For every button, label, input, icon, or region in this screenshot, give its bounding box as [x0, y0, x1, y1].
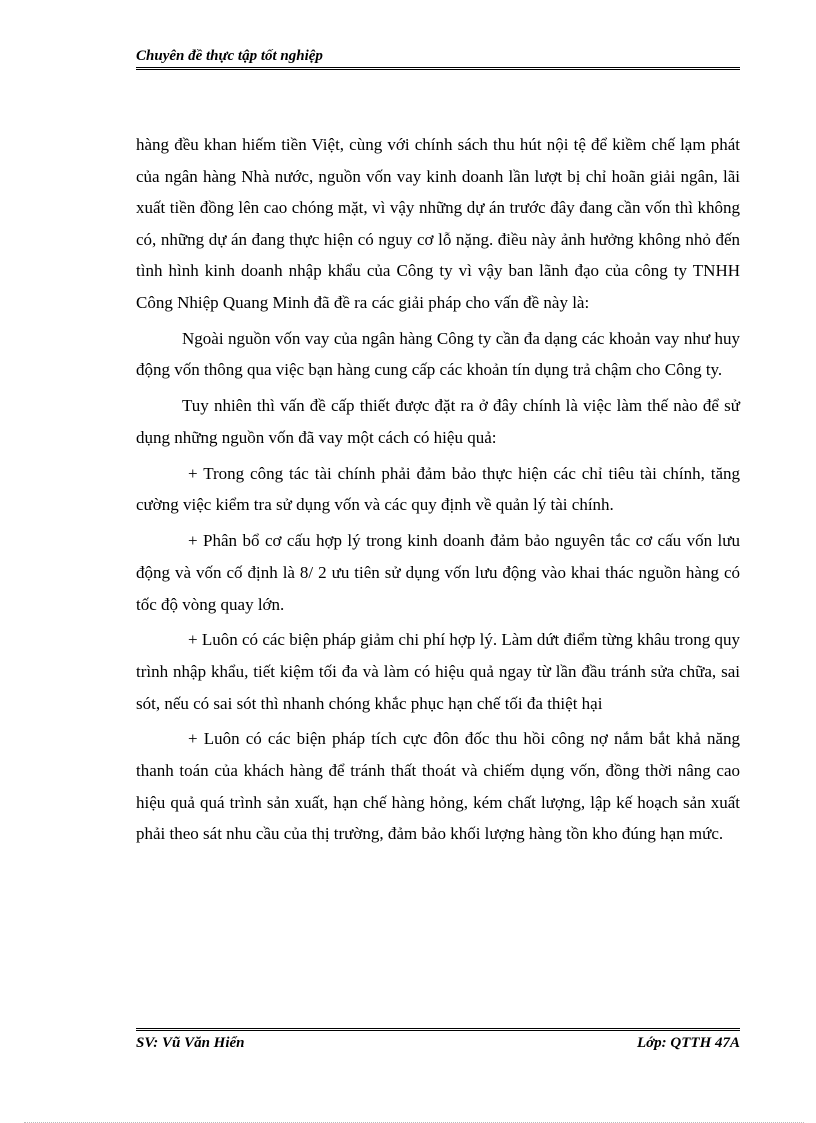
footer-class: Lớp: QTTH 47A [636, 1035, 740, 1051]
header-title: Chuyên đề thực tập tốt nghiệp [136, 48, 323, 64]
footer-divider [136, 1028, 740, 1031]
page-header [136, 48, 740, 70]
document-body [136, 129, 740, 854]
paragraph-3: Tuy nhiên thì vấn đề cấp thiết được đặt ra ở đây chính là việc làm thế nào để sử dụng những nguồn vốn đã vay một cách có hiệu quả: [136, 396, 740, 447]
paragraph-7: + Luôn có các biện pháp tích cực đôn đốc thu hồi công nợ nắm bắt khả năng thanh toán của khách hàng để tránh thất thoát và chiếm dụng vốn, đồng thời nâng cao hiệu quả quá trình sản xuất, hạn chế hàng hỏng, kém chất lượng, lập kế hoạch sản xuất phải theo sát nhu cầu của thị trường, đảm bảo khối lượng hàng tồn kho đúng hạn mức. [136, 729, 740, 844]
paragraph-1: hàng đều khan hiếm tiền Việt, cùng với chính sách thu hút nội tệ để kiềm chế lạm phát của ngân hàng Nhà nước, nguồn vốn vay kinh doanh lần lượt bị chỉ hoãn giải ngân, lãi xuất tiền đồng lên cao chóng mặt, vì vậy những dự án trước đây đang cần vốn thì không có, những dự án đang thực hiện có nguy cơ lỗ nặng. điều này ảnh hưởng không nhỏ đến tình hình kinh doanh nhập khẩu của Công ty vì vậy ban lãnh đạo của công ty TNHH Công Nhiệp Quang Minh đã đề ra các giải pháp cho vấn đề này là: [136, 135, 740, 312]
paragraph-4: + Trong công tác tài chính phải đảm bảo thực hiện các chỉ tiêu tài chính, tăng cường việc kiểm tra sử dụng vốn và các quy định về quản lý tài chính. [136, 463, 740, 515]
paragraph-6: + Luôn có các biện pháp giảm chi phí hợp lý. Làm dứt điểm từng khâu trong quy trình nhập khẩu, tiết kiệm tối đa và làm có hiệu quả ngay từ lần đầu tránh sửa chữa, sai sót, nếu có sai sót thì nhanh chóng khắc phục hạn chế tối đa thiệt hại [136, 630, 740, 713]
footer-student: SV: Vũ Văn Hiển [136, 1035, 245, 1051]
paragraph-2: Ngoài nguồn vốn vay của ngân hàng Công ty cần đa dạng các khoản vay như huy động vốn thông qua việc bạn hàng cung cấp các khoản tín dụng trả chậm cho Công ty. [136, 328, 740, 380]
paragraph-5: + Phân bổ cơ cấu hợp lý trong kinh doanh đảm bảo nguyên tắc cơ cấu vốn lưu động và vốn cố định là 8/ 2 ưu tiên sử dụng vốn lưu động vào khai thác nguồn hàng có tốc độ vòng quay lớn. [136, 531, 740, 614]
page-footer [136, 1035, 740, 1052]
